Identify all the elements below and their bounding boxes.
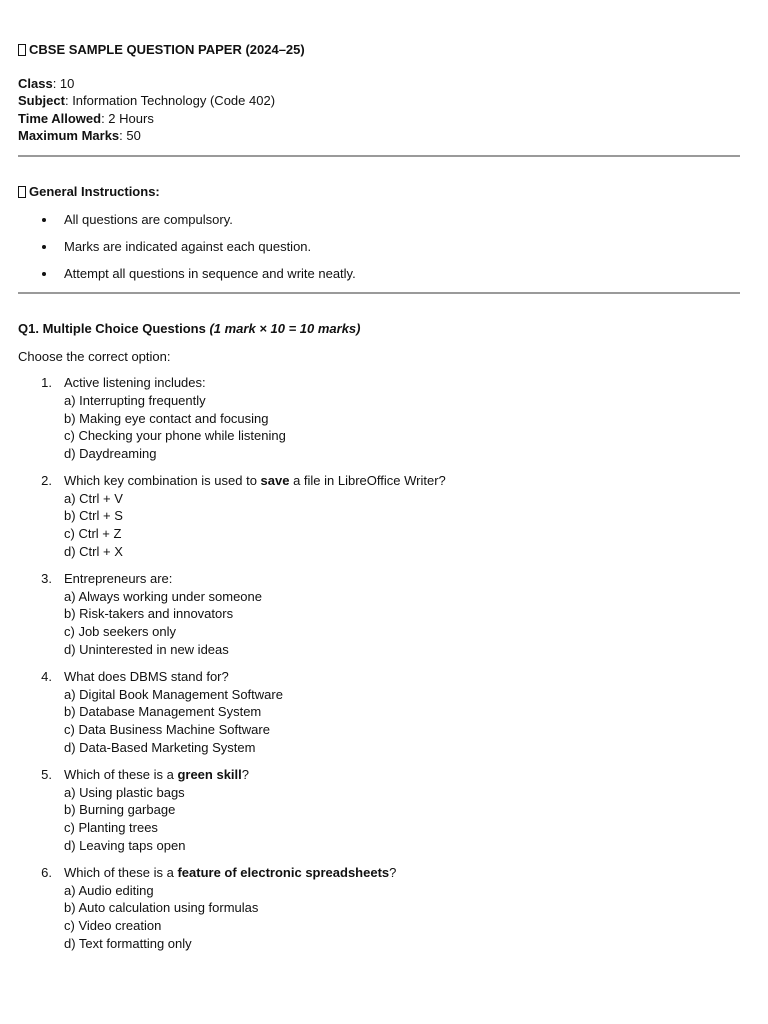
option: a) Always working under someone bbox=[64, 588, 262, 604]
question-item bbox=[18, 570, 740, 658]
question-number: 4. bbox=[41, 669, 52, 685]
question-number: 1. bbox=[41, 375, 52, 391]
question-item bbox=[18, 864, 740, 952]
meta-maximum-marks: Maximum Marks: 50 bbox=[18, 128, 141, 144]
question-text: Active listening includes: bbox=[64, 375, 206, 391]
option: a) Digital Book Management Software bbox=[64, 686, 283, 702]
option: b) Risk-takers and innovators bbox=[64, 606, 234, 622]
question-list bbox=[18, 374, 740, 952]
missing-glyph-icon bbox=[18, 186, 26, 198]
missing-glyph-icon bbox=[18, 44, 26, 56]
option: c) Job seekers only bbox=[64, 624, 176, 640]
question-number: 3. bbox=[41, 571, 52, 587]
option: d) Uninterested in new ideas bbox=[64, 641, 229, 657]
list-item: Marks are indicated against each question. bbox=[64, 238, 740, 256]
paper-title bbox=[18, 41, 740, 59]
question-item bbox=[18, 472, 740, 560]
option: b) Making eye contact and focusing bbox=[64, 410, 269, 426]
divider bbox=[18, 155, 740, 157]
question-text: Entrepreneurs are: bbox=[64, 571, 173, 587]
divider bbox=[18, 292, 740, 294]
option: b) Burning garbage bbox=[64, 802, 176, 818]
question-number: 5. bbox=[41, 767, 52, 783]
instructions-heading: General Instructions: bbox=[18, 183, 740, 201]
option: d) Text formatting only bbox=[64, 935, 192, 951]
option: c) Ctrl + Z bbox=[64, 526, 122, 542]
section-heading: Q1. Multiple Choice Questions (1 mark × 10 = 10 marks) bbox=[18, 321, 361, 337]
option: b) Ctrl + S bbox=[64, 508, 123, 524]
question-item bbox=[18, 374, 740, 462]
instructions-list bbox=[18, 211, 740, 283]
option: c) Video creation bbox=[64, 917, 162, 933]
option: c) Checking your phone while listening bbox=[64, 428, 286, 444]
option: b) Database Management System bbox=[64, 704, 262, 720]
option: c) Planting trees bbox=[64, 819, 158, 835]
option: d) Data-Based Marketing System bbox=[64, 739, 256, 755]
option: d) Daydreaming bbox=[64, 445, 157, 461]
option: d) Leaving taps open bbox=[64, 837, 186, 853]
list-item: Attempt all questions in sequence and write neatly. bbox=[64, 265, 740, 283]
option: a) Audio editing bbox=[64, 882, 154, 898]
option: d) Ctrl + X bbox=[64, 543, 123, 559]
question-text: Which key combination is used to save a file in LibreOffice Writer? bbox=[64, 473, 446, 489]
question-item bbox=[18, 766, 740, 854]
meta-class: Class: 10 bbox=[18, 75, 75, 91]
question-text: Which of these is a green skill? bbox=[64, 767, 249, 783]
question-text: What does DBMS stand for? bbox=[64, 669, 229, 685]
meta-time-allowed: Time Allowed: 2 Hours bbox=[18, 110, 154, 126]
paper-meta bbox=[18, 75, 740, 145]
question-number: 2. bbox=[41, 473, 52, 489]
question-item bbox=[18, 668, 740, 756]
option: b) Auto calculation using formulas bbox=[64, 900, 259, 916]
option: c) Data Business Machine Software bbox=[64, 722, 270, 737]
option: a) Interrupting frequently bbox=[64, 392, 206, 408]
list-item: All questions are compulsory. bbox=[64, 211, 740, 229]
option: a) Using plastic bags bbox=[64, 784, 185, 800]
question-number: 6. bbox=[41, 865, 52, 881]
option: a) Ctrl + V bbox=[64, 490, 123, 506]
section-prompt: Choose the correct option: bbox=[18, 348, 171, 364]
paper-title-text: CBSE SAMPLE QUESTION PAPER (2024–25) bbox=[29, 42, 305, 57]
meta-subject: Subject: Information Technology (Code 402) bbox=[18, 93, 276, 109]
question-text: Which of these is a feature of electronic spreadsheets? bbox=[64, 865, 397, 881]
